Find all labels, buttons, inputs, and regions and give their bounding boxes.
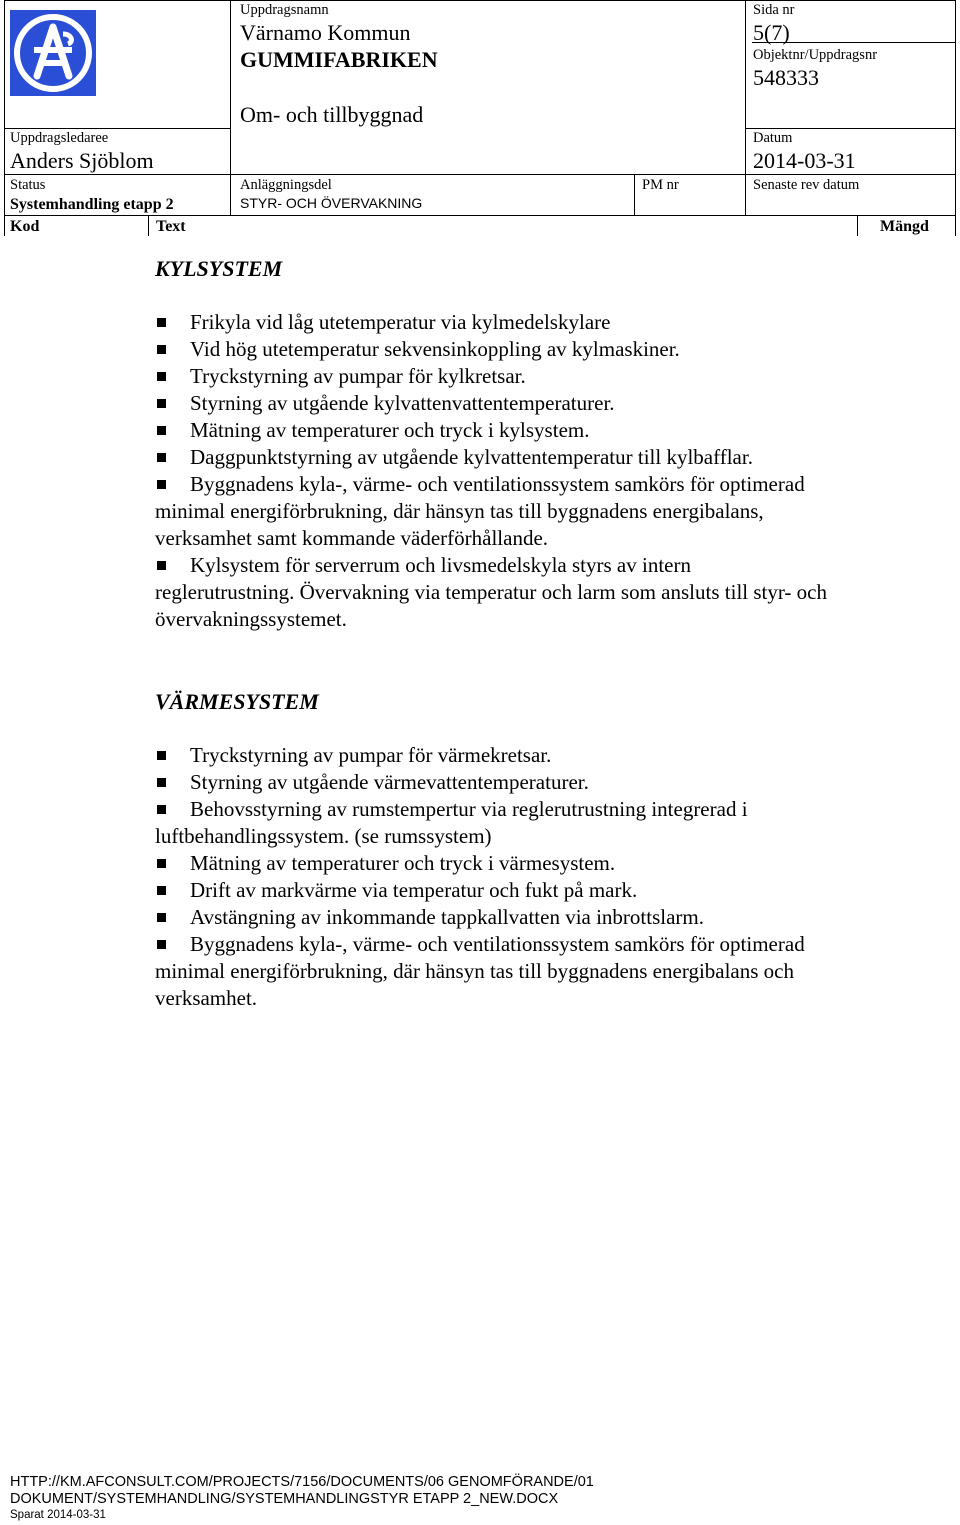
- anlaggningsdel-label: Anläggningsdel: [240, 177, 332, 193]
- document-header: [4, 0, 956, 236]
- list-item: Daggpunktstyrning av utgående kylvattentemperatur till kylbafflar.: [155, 444, 835, 471]
- list-item: Frikyla vid låg utetemperatur via kylmedelskylare: [155, 309, 835, 336]
- pm-nr-label: PM nr: [642, 177, 679, 193]
- list-item: Styrning av utgående kylvattenvattentemperaturer.: [155, 390, 835, 417]
- list-item: Vid hög utetemperatur sekvensinkoppling av kylmaskiner.: [155, 336, 835, 363]
- uppdragsledare-value: Anders Sjöblom: [10, 148, 154, 173]
- kylsystem-list: [155, 309, 835, 633]
- uppdragsledare-label: Uppdragsledaree: [10, 130, 109, 146]
- list-item: Tryckstyrning av pumpar för kylkretsar.: [155, 363, 835, 390]
- uppdragsnamn-line1: Värnamo Kommun: [240, 20, 411, 45]
- varmesystem-list: [155, 742, 835, 1012]
- status-label: Status: [10, 177, 46, 193]
- objektnr-value: 548333: [753, 65, 819, 90]
- list-item: Mätning av temperaturer och tryck i värmesystem.: [155, 850, 835, 877]
- senaste-rev-label: Senaste rev datum: [753, 177, 860, 193]
- anlaggningsdel-value: STYR- OCH ÖVERVAKNING: [240, 195, 423, 211]
- footer-saved-date: Sparat 2014-03-31: [10, 1509, 106, 1521]
- uppdragsnamn-label: Uppdragsnamn: [240, 2, 329, 18]
- column-kod: Kod: [10, 218, 40, 235]
- list-item: Mätning av temperaturer och tryck i kylsystem.: [155, 417, 835, 444]
- objektnr-label: Objektnr/Uppdragsnr: [753, 47, 878, 63]
- sida-label: Sida nr: [753, 2, 795, 18]
- list-item: Styrning av utgående värmevattentemperaturer.: [155, 769, 835, 796]
- status-value: Systemhandling etapp 2: [10, 196, 174, 213]
- list-item: Tryckstyrning av pumpar för värmekretsar.: [155, 742, 835, 769]
- uppdragsnamn-line2: GUMMIFABRIKEN: [240, 47, 438, 72]
- list-item: Byggnadens kyla-, värme- och ventilationssystem samkörs för optimerad minimal energiförbrukning, där hänsyn tas till byggnadens energibalans och verksamhet.: [155, 931, 835, 1012]
- column-mangd: Mängd: [880, 218, 929, 235]
- footer-path-line2: DOKUMENT/SYSTEMHANDLING/SYSTEMHANDLINGSTYR ETAPP 2_NEW.DOCX: [10, 1491, 559, 1507]
- af-consult-logo-icon: [10, 10, 96, 96]
- list-item: Byggnadens kyla-, värme- och ventilationssystem samkörs för optimerad minimal energiförbrukning, där hänsyn tas till byggnadens energibalans, verksamhet samt kommande väderförhållande.: [155, 471, 835, 552]
- list-item: Drift av markvärme via temperatur och fukt på mark.: [155, 877, 835, 904]
- list-item: Avstängning av inkommande tappkallvatten via inbrottslarm.: [155, 904, 835, 931]
- document-footer: [10, 1474, 910, 1522]
- kylsystem-heading: KYLSYSTEM: [155, 256, 283, 281]
- column-text: Text: [156, 218, 186, 235]
- varmesystem-heading: VÄRMESYSTEM: [155, 689, 319, 714]
- list-item: Behovsstyrning av rumstempertur via reglerutrustning integrerad i luftbehandlingssystem. (se rumssystem): [155, 796, 835, 850]
- uppdragsnamn-line3: Om- och tillbyggnad: [240, 102, 424, 127]
- datum-label: Datum: [753, 130, 793, 146]
- datum-value: 2014-03-31: [753, 148, 856, 173]
- footer-path-line1: HTTP://KM.AFCONSULT.COM/PROJECTS/7156/DOCUMENTS/06 GENOMFÖRANDE/01: [10, 1474, 594, 1490]
- list-item: Kylsystem för serverrum och livsmedelskyla styrs av intern reglerutrustning. Övervakning via temperatur och larm som ansluts till styr- och övervakningssystemet.: [155, 552, 835, 633]
- sida-value: 5(7): [753, 20, 790, 45]
